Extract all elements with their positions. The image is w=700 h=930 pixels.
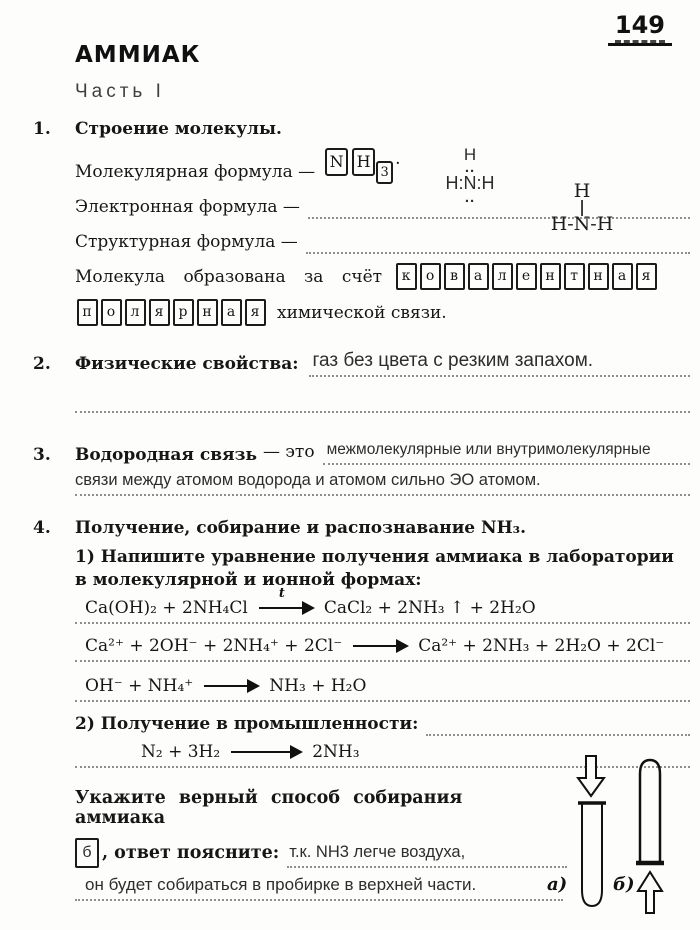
formula-letter-box: N: [325, 148, 348, 176]
electron-dots-bottom: ..: [464, 189, 476, 206]
hydrogen-bond-answer-2: связи между атомом водорода и атомом сильно ЭО атомом.: [75, 465, 690, 496]
section-3: [33, 441, 690, 496]
task-1-text: [75, 546, 690, 592]
equation-3-right: NH₃ + H₂O: [269, 675, 367, 696]
bond-sentence-line-2: [75, 299, 690, 326]
section-4: [33, 518, 690, 768]
section-4-heading: Получение, собирание и распознавание NH₃.: [75, 518, 526, 538]
equation-2: [75, 630, 690, 662]
electron-h-top: H: [463, 145, 477, 164]
formula-subscript-box: 3: [376, 161, 393, 184]
physical-properties-answer: газ без цвета с резким запахом.: [309, 350, 690, 377]
section-1-number: 1.: [33, 119, 51, 139]
section-2-body: [75, 350, 690, 413]
molecular-formula-answer: [323, 148, 400, 184]
letter-box: е: [516, 263, 537, 290]
letter-box: а: [612, 263, 633, 290]
letter-box: я: [245, 299, 266, 326]
letter-box: р: [173, 299, 194, 326]
arrow-head: [290, 745, 303, 759]
letter-box: п: [77, 299, 98, 326]
molecular-formula-label: Молекулярная формула —: [75, 162, 316, 182]
explain-prompt: , ответ поясните:: [102, 842, 280, 863]
letter-box: я: [636, 263, 657, 290]
bond-sentence-text: Молекула образована за счёт: [75, 266, 383, 287]
arrow-temperature-label: t: [278, 585, 285, 601]
structural-formula-label: Структурная формула —: [75, 232, 298, 252]
physical-properties-row: [75, 350, 690, 377]
bond-sentence-end: химической связи.: [277, 302, 447, 323]
reaction-arrow-icon: [259, 585, 313, 615]
explanation-answer-2: он будет собираться в пробирке в верхней части.: [75, 875, 563, 901]
section-2: [33, 350, 690, 413]
section-1-heading: Строение молекулы.: [75, 119, 282, 139]
section-3-heading: Водородная связь: [75, 445, 257, 465]
answer-line: [426, 712, 690, 736]
equation-3-left: OH⁻ + NH₄⁺: [85, 675, 194, 696]
section-1-body: [75, 119, 690, 326]
electron-dots-top: ..: [464, 159, 476, 176]
arrow-head: [247, 679, 260, 693]
section-4-number: 4.: [33, 518, 51, 538]
section-4-body: [75, 518, 690, 768]
electron-hnh: H:N:H: [445, 173, 495, 193]
reaction-arrow-icon: [353, 639, 407, 653]
task-1-line-2: в молекулярной и ионной формах:: [75, 569, 422, 590]
test-tube-a: [582, 804, 602, 906]
task-1-line-1: 1) Напишите уравнение получения аммиака в лаборатории: [75, 547, 674, 567]
equation-4-left: N₂ + 3H₂: [141, 741, 221, 762]
answer-line: [75, 901, 553, 930]
letter-box: а: [221, 299, 242, 326]
molecular-formula-row: [75, 149, 690, 184]
equation-2-right: Ca²⁺ + 2NH₃ + 2H₂O + 2Cl⁻: [418, 635, 665, 656]
equation-4-right: 2NH₃: [312, 741, 360, 762]
letter-box: а: [468, 263, 489, 290]
arrow-head: [396, 639, 409, 653]
letter-box: н: [588, 263, 609, 290]
reaction-arrow-icon: [231, 745, 301, 759]
electron-formula-answer: [428, 145, 512, 206]
structural-bond: |: [579, 197, 585, 216]
task-2-text: 2) Получение в промышленности:: [75, 713, 419, 734]
section-1: [33, 119, 690, 326]
structural-h-top: H: [573, 180, 591, 202]
bond-sentence-line-1: [75, 263, 690, 290]
test-tube-diagram-svg: [545, 750, 695, 928]
letter-box: к: [396, 263, 417, 290]
hydrogen-bond-answer-1: межмолекулярные или внутримолекулярные: [323, 441, 690, 465]
answer-line: [75, 381, 690, 413]
page-title: АММИАК: [75, 42, 201, 68]
explanation-answer-1: т.к. NH3 легче воздуха,: [287, 843, 567, 868]
test-tube-diagram: [545, 750, 695, 928]
arrow-head: [302, 601, 315, 615]
formula-letter-box: H: [352, 148, 375, 176]
section-3-connector: — это: [262, 442, 315, 462]
answer-letter-box: б: [75, 838, 99, 868]
equation-1: [75, 585, 690, 624]
structural-hnh: H-N-H: [550, 213, 614, 235]
collection-method-prompt: Укажите верный способ собирания аммиака: [75, 787, 463, 828]
letter-box: н: [540, 263, 561, 290]
equation-3: [75, 670, 690, 702]
task-2-row: [75, 712, 690, 736]
answer-box-row: [75, 838, 567, 868]
section-3-body: [75, 441, 690, 496]
equation-1-right: CaCl₂ + 2NH₃ ↑ + 2H₂O: [323, 597, 536, 618]
letter-box: л: [492, 263, 513, 290]
section-2-number: 2.: [33, 354, 51, 374]
letter-box: л: [125, 299, 146, 326]
answer-line: [306, 222, 690, 254]
electronic-formula-label: Электронная формула —: [75, 197, 300, 217]
page-number: 149: [608, 12, 672, 46]
letter-box: в: [444, 263, 465, 290]
test-tube-b: [640, 760, 660, 862]
part-label: Часть I: [75, 81, 165, 102]
tube-b-label: б): [613, 874, 635, 895]
arrow-shaft: [231, 751, 297, 753]
letter-box: о: [420, 263, 441, 290]
formula-rows: [75, 145, 690, 254]
tube-a-label: а): [547, 874, 568, 895]
gas-flow-up-arrow-icon: [638, 872, 662, 913]
section-2-heading: Физические свойства:: [75, 354, 299, 374]
period: .: [395, 149, 401, 169]
reaction-arrow-icon: [204, 679, 258, 693]
section-3-number: 3.: [33, 445, 51, 465]
gas-flow-down-arrow-icon: [578, 756, 604, 796]
letter-box: о: [101, 299, 122, 326]
equation-1-left: Ca(OH)₂ + 2NH₄Cl: [85, 597, 248, 618]
structural-formula-answer: [537, 181, 627, 236]
letter-box: н: [197, 299, 218, 326]
equation-2-left: Ca²⁺ + 2OH⁻ + 2NH₄⁺ + 2Cl⁻: [85, 635, 343, 656]
letter-box: т: [564, 263, 585, 290]
hydrogen-bond-row: [75, 441, 690, 465]
letter-box: я: [149, 299, 170, 326]
